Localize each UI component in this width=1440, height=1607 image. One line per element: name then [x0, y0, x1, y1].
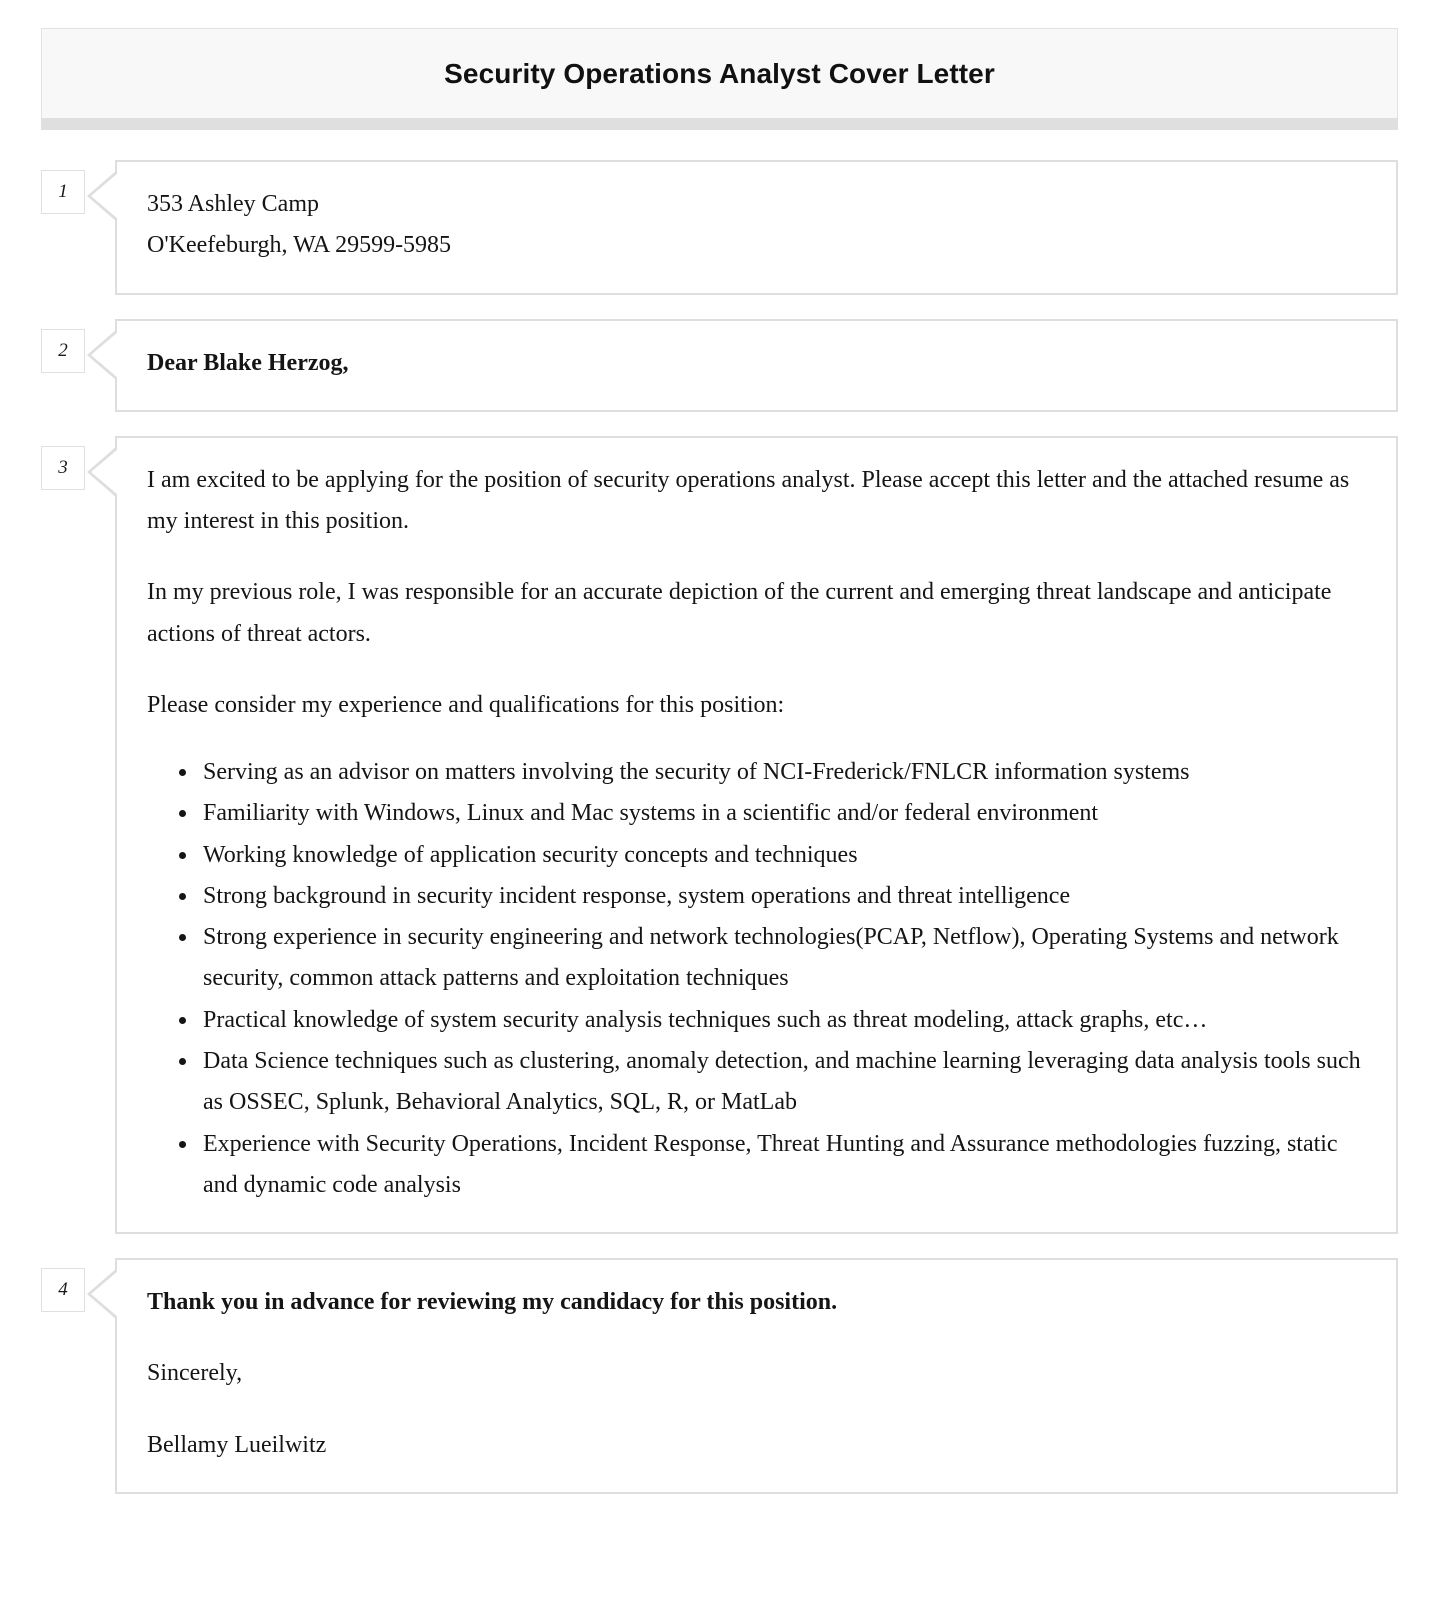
page-title: Security Operations Analyst Cover Letter	[444, 57, 995, 89]
list-item: • Strong background in security incident response, system operations and threat intelligence	[199, 876, 1366, 917]
letter-block-salutation	[41, 319, 1398, 412]
list-item: • Experience with Security Operations, Incident Response, Threat Hunting and Assurance methodologies fuzzing, static and dynamic code analysis	[199, 1124, 1366, 1207]
block-number-badge-4	[41, 1268, 85, 1312]
sign-off-text: Sincerely,	[147, 1360, 243, 1387]
letter-blocks	[41, 160, 1398, 1494]
letter-block-closing	[41, 1258, 1398, 1494]
letter-block-body	[41, 436, 1398, 1234]
list-item: • Working knowledge of application security concepts and techniques	[199, 835, 1366, 876]
address-bubble[interactable]	[115, 160, 1398, 295]
body-paragraph-3: Please consider my experience and qualifications for this position:	[147, 691, 785, 718]
salutation-text: Dear Blake Herzog,	[147, 349, 349, 376]
block-number-label: 3	[58, 456, 68, 478]
bubble-notch-inner-icon	[91, 332, 118, 378]
thank-you-text: Thank you in advance for reviewing my candidacy for this position.	[147, 1289, 838, 1316]
signature-name: Bellamy Lueilwitz	[147, 1431, 327, 1458]
bubble-notch-inner-icon	[91, 173, 118, 219]
body-paragraph-2: In my previous role, I was responsible for an accurate depiction of the current and emerging threat landscape and anticipate actions of threat actors.	[147, 579, 1332, 647]
badge-bubble-gap	[85, 319, 115, 320]
list-item: • Strong experience in security engineering and network technologies(PCAP, Netflow), Operating Systems and network security, common attack patterns and exploitation techniques	[199, 917, 1366, 1000]
block-number-label: 1	[58, 181, 68, 202]
header-shadow-bar	[41, 118, 1398, 130]
badge-bubble-gap	[85, 1258, 115, 1259]
badge-bubble-gap	[85, 160, 115, 161]
qualifications-list	[147, 752, 1366, 1206]
address-line-2: O'Keefeburgh, WA 29599-5985	[147, 232, 452, 259]
bubble-notch-inner-icon	[91, 449, 118, 495]
list-item: • Practical knowledge of system security analysis techniques such as threat modeling, attack graphs, etc…	[199, 1000, 1366, 1041]
badge-bubble-gap	[85, 436, 115, 437]
block-number-badge-1	[41, 170, 85, 214]
list-item: • Data Science techniques such as clustering, anomaly detection, and machine learning leveraging data analysis tools such as OSSEC, Splunk, Behavioral Analytics, SQL, R, or MatLab	[199, 1041, 1366, 1124]
block-number-label: 4	[58, 1279, 68, 1301]
letter-block-address	[41, 160, 1398, 295]
salutation-bubble[interactable]	[115, 319, 1398, 412]
block-number-badge-2	[41, 329, 85, 373]
closing-bubble[interactable]	[115, 1258, 1398, 1494]
document-header-box	[41, 28, 1398, 118]
block-number-label: 2	[58, 339, 68, 361]
block-number-badge-3	[41, 446, 85, 490]
address-line-1: 353 Ashley Camp	[147, 191, 319, 217]
body-paragraph-1: I am excited to be applying for the position of security operations analyst. Please accept this letter and the attached resume as my interest in this position.	[147, 466, 1350, 535]
list-item: • Serving as an advisor on matters involving the security of NCI-Frederick/FNLCR information systems	[199, 752, 1366, 793]
body-bubble[interactable]	[115, 436, 1398, 1234]
bubble-notch-inner-icon	[91, 1271, 118, 1317]
cover-letter-page	[0, 28, 1440, 1494]
list-item: • Familiarity with Windows, Linux and Mac systems in a scientific and/or federal environment	[199, 793, 1366, 834]
document-header	[41, 28, 1398, 130]
